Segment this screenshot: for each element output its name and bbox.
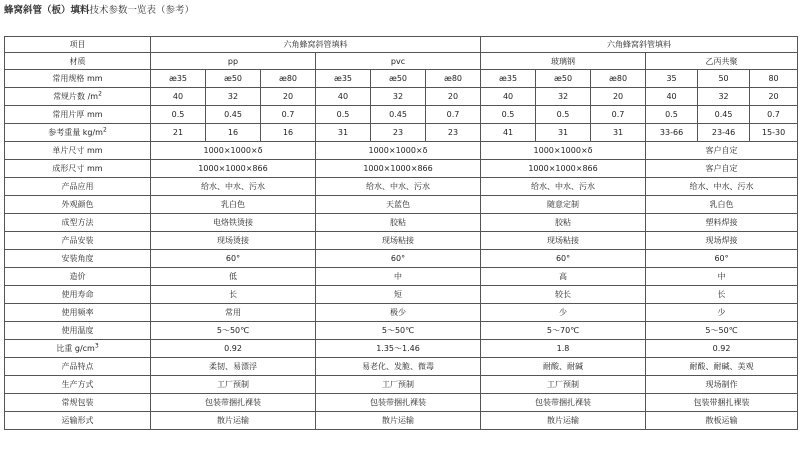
- table-cell: 60°: [646, 250, 798, 268]
- row-label: 材质: [5, 53, 151, 70]
- table-cell: 极少: [316, 304, 481, 322]
- table-cell: 工厂预制: [151, 376, 316, 394]
- group-header-right: 六角蜂窝斜管填料: [481, 37, 798, 53]
- table-cell: 乳白色: [151, 196, 316, 214]
- table-cell: 5～50℃: [316, 322, 481, 340]
- table-row: [5, 106, 798, 124]
- table-row: [5, 53, 798, 70]
- row-label: 生产方式: [5, 376, 151, 394]
- table-cell: 0.92: [646, 340, 798, 358]
- row-label-sup: 2: [98, 90, 102, 98]
- table-cell: 耐酸、耐碱: [481, 358, 646, 376]
- table-cell: 乳白色: [646, 196, 798, 214]
- table-cell: 中: [316, 268, 481, 286]
- table-cell: 包装带捆扎裸装: [481, 394, 646, 412]
- row-label: 成型方法: [5, 214, 151, 232]
- row-label: [5, 340, 151, 358]
- table-cell: 易老化、发脆、微毒: [316, 358, 481, 376]
- table-cell: 0.7: [750, 106, 798, 124]
- table-cell: 35: [646, 70, 698, 88]
- table-cell: 散片运输: [481, 412, 646, 430]
- table-cell: 1.8: [481, 340, 646, 358]
- table-cell: 23-46: [698, 124, 750, 142]
- table-cell: 现场制作: [646, 376, 798, 394]
- table-cell: 31: [536, 124, 591, 142]
- table-cell: æ35: [481, 70, 536, 88]
- table-cell: 随意定制: [481, 196, 646, 214]
- table-row: [5, 286, 798, 304]
- table-cell: 给水、中水、污水: [646, 178, 798, 196]
- material-pp: pp: [151, 53, 316, 70]
- table-cell: 5～50℃: [646, 322, 798, 340]
- table-cell: 散板运输: [646, 412, 798, 430]
- row-label: [5, 124, 151, 142]
- row-label: 安装角度: [5, 250, 151, 268]
- table-cell: 41: [481, 124, 536, 142]
- table-cell: 较长: [481, 286, 646, 304]
- table-row: [5, 214, 798, 232]
- table-cell: 1000×1000×866: [481, 160, 646, 178]
- table-cell: æ80: [426, 70, 481, 88]
- table-cell: 现场粘接: [481, 232, 646, 250]
- table-row: [5, 160, 798, 178]
- row-label: 使用寿命: [5, 286, 151, 304]
- row-label: [5, 70, 151, 88]
- table-cell: 32: [536, 88, 591, 106]
- table-cell: 常用: [151, 304, 316, 322]
- table-cell: 长: [646, 286, 798, 304]
- table-cell: 电烙铁烫接: [151, 214, 316, 232]
- table-cell: 0.7: [591, 106, 646, 124]
- table-cell: æ80: [261, 70, 316, 88]
- table-row: [5, 322, 798, 340]
- table-cell: 23: [426, 124, 481, 142]
- table-row: [5, 304, 798, 322]
- group-header-left: 六角蜂窝斜管填料: [151, 37, 481, 53]
- table-cell: 33-66: [646, 124, 698, 142]
- row-label-text: 比重 g/cm: [56, 344, 95, 353]
- row-label-text: 常用规格 mm: [52, 74, 103, 83]
- table-cell: 散片运输: [151, 412, 316, 430]
- table-cell: æ80: [591, 70, 646, 88]
- table-cell: 长: [151, 286, 316, 304]
- table-cell: 给水、中水、污水: [151, 178, 316, 196]
- table-row: [5, 394, 798, 412]
- table-cell: 散片运输: [316, 412, 481, 430]
- table-cell: 0.5: [646, 106, 698, 124]
- table-cell: 现场烫接: [151, 232, 316, 250]
- row-label: 使用频率: [5, 304, 151, 322]
- table-row: [5, 250, 798, 268]
- table-cell: 给水、中水、污水: [481, 178, 646, 196]
- title-rest: 技术参数一览表（参考）: [89, 5, 195, 16]
- row-label: [5, 106, 151, 124]
- table-row: [5, 70, 798, 88]
- table-row: [5, 88, 798, 106]
- table-cell: 20: [591, 88, 646, 106]
- page-title: [4, 5, 194, 17]
- table-cell: 低: [151, 268, 316, 286]
- table-cell: 客户自定: [646, 160, 798, 178]
- table-cell: 5～70℃: [481, 322, 646, 340]
- table-cell: 包装带捆扎裸装: [151, 394, 316, 412]
- table-row: [5, 196, 798, 214]
- table-cell: 0.45: [698, 106, 750, 124]
- row-label: 产品应用: [5, 178, 151, 196]
- table-cell: 20: [426, 88, 481, 106]
- table-row: [5, 412, 798, 430]
- table-cell: 16: [261, 124, 316, 142]
- table-cell: 1000×1000×866: [151, 160, 316, 178]
- table-cell: 60°: [481, 250, 646, 268]
- table-cell: 0.5: [316, 106, 371, 124]
- row-label: 运输形式: [5, 412, 151, 430]
- table-cell: æ35: [316, 70, 371, 88]
- row-label: [5, 88, 151, 106]
- row-label: 产品特点: [5, 358, 151, 376]
- table-row: [5, 268, 798, 286]
- table-cell: 现场焊接: [646, 232, 798, 250]
- table-cell: 1000×1000×δ: [316, 142, 481, 160]
- table-cell: 高: [481, 268, 646, 286]
- table-cell: 60°: [316, 250, 481, 268]
- table-cell: 0.5: [151, 106, 206, 124]
- table-cell: 80: [750, 70, 798, 88]
- table-cell: 少: [646, 304, 798, 322]
- row-label: 成形尺寸 mm: [5, 160, 151, 178]
- table-cell: 给水、中水、污水: [316, 178, 481, 196]
- table-cell: 32: [371, 88, 426, 106]
- table-cell: 1.35～1.46: [316, 340, 481, 358]
- row-label-text: 参考重量 kg/m: [48, 128, 103, 137]
- row-label: 产品安装: [5, 232, 151, 250]
- table-cell: 40: [646, 88, 698, 106]
- table-row: [5, 340, 798, 358]
- table-row: [5, 142, 798, 160]
- table-cell: 天蓝色: [316, 196, 481, 214]
- table-cell: 1000×1000×δ: [151, 142, 316, 160]
- table-cell: 现场粘接: [316, 232, 481, 250]
- table-cell: 中: [646, 268, 798, 286]
- table-cell: 20: [261, 88, 316, 106]
- table-cell: æ35: [151, 70, 206, 88]
- table-cell: 32: [206, 88, 261, 106]
- table-cell: 15-30: [750, 124, 798, 142]
- table-cell: 塑料焊接: [646, 214, 798, 232]
- table-cell: 5～50℃: [151, 322, 316, 340]
- table-row: [5, 37, 798, 53]
- table-cell: 0.92: [151, 340, 316, 358]
- table-cell: 少: [481, 304, 646, 322]
- table-cell: 0.5: [481, 106, 536, 124]
- table-cell: 客户自定: [646, 142, 798, 160]
- table-row: [5, 178, 798, 196]
- table-cell: 胶粘: [316, 214, 481, 232]
- table-cell: 柔韧、易漂浮: [151, 358, 316, 376]
- table-cell: 40: [316, 88, 371, 106]
- table-cell: 16: [206, 124, 261, 142]
- row-label-text: 常规片数 /m: [53, 92, 99, 101]
- table-cell: æ50: [371, 70, 426, 88]
- row-label-text: 常用片厚 mm: [52, 110, 103, 119]
- table-cell: 31: [316, 124, 371, 142]
- row-label: 外观颜色: [5, 196, 151, 214]
- table-cell: 50: [698, 70, 750, 88]
- table-cell: 0.7: [426, 106, 481, 124]
- table-cell: 40: [151, 88, 206, 106]
- row-label: 常规包装: [5, 394, 151, 412]
- row-label-sup: 3: [94, 342, 99, 350]
- table-cell: 短: [316, 286, 481, 304]
- table-cell: 23: [371, 124, 426, 142]
- table-cell: 胶粘: [481, 214, 646, 232]
- table-cell: 耐酸、耐碱、美观: [646, 358, 798, 376]
- row-label-sup: 2: [102, 126, 107, 134]
- table-cell: 工厂预制: [481, 376, 646, 394]
- material-pvc: pvc: [316, 53, 481, 70]
- title-bold: 蜂窝斜管（板）填料: [4, 5, 90, 16]
- table-cell: 32: [698, 88, 750, 106]
- table-cell: 0.7: [261, 106, 316, 124]
- table-cell: 0.5: [536, 106, 591, 124]
- table-row: [5, 124, 798, 142]
- table-cell: 31: [591, 124, 646, 142]
- table-cell: 0.45: [206, 106, 261, 124]
- table-cell: 1000×1000×δ: [481, 142, 646, 160]
- table-row: [5, 232, 798, 250]
- table-cell: 0.45: [371, 106, 426, 124]
- table-cell: æ50: [206, 70, 261, 88]
- table-cell: 40: [481, 88, 536, 106]
- table-row: [5, 358, 798, 376]
- table-cell: 21: [151, 124, 206, 142]
- table-row: [5, 376, 798, 394]
- table-cell: æ50: [536, 70, 591, 88]
- table-cell: 包装带捆扎裸装: [646, 394, 798, 412]
- table-cell: 包装带捆扎裸装: [316, 394, 481, 412]
- table-cell: 20: [750, 88, 798, 106]
- row-label: 项目: [5, 37, 151, 53]
- row-label: 单片尺寸 mm: [5, 142, 151, 160]
- material-frp: 玻璃钢: [481, 53, 646, 70]
- table-cell: 1000×1000×866: [316, 160, 481, 178]
- table-cell: 工厂预制: [316, 376, 481, 394]
- row-label: 造价: [5, 268, 151, 286]
- row-label: 使用温度: [5, 322, 151, 340]
- material-epr: 乙丙共聚: [646, 53, 798, 70]
- table-cell: 60°: [151, 250, 316, 268]
- spec-table: [4, 36, 798, 430]
